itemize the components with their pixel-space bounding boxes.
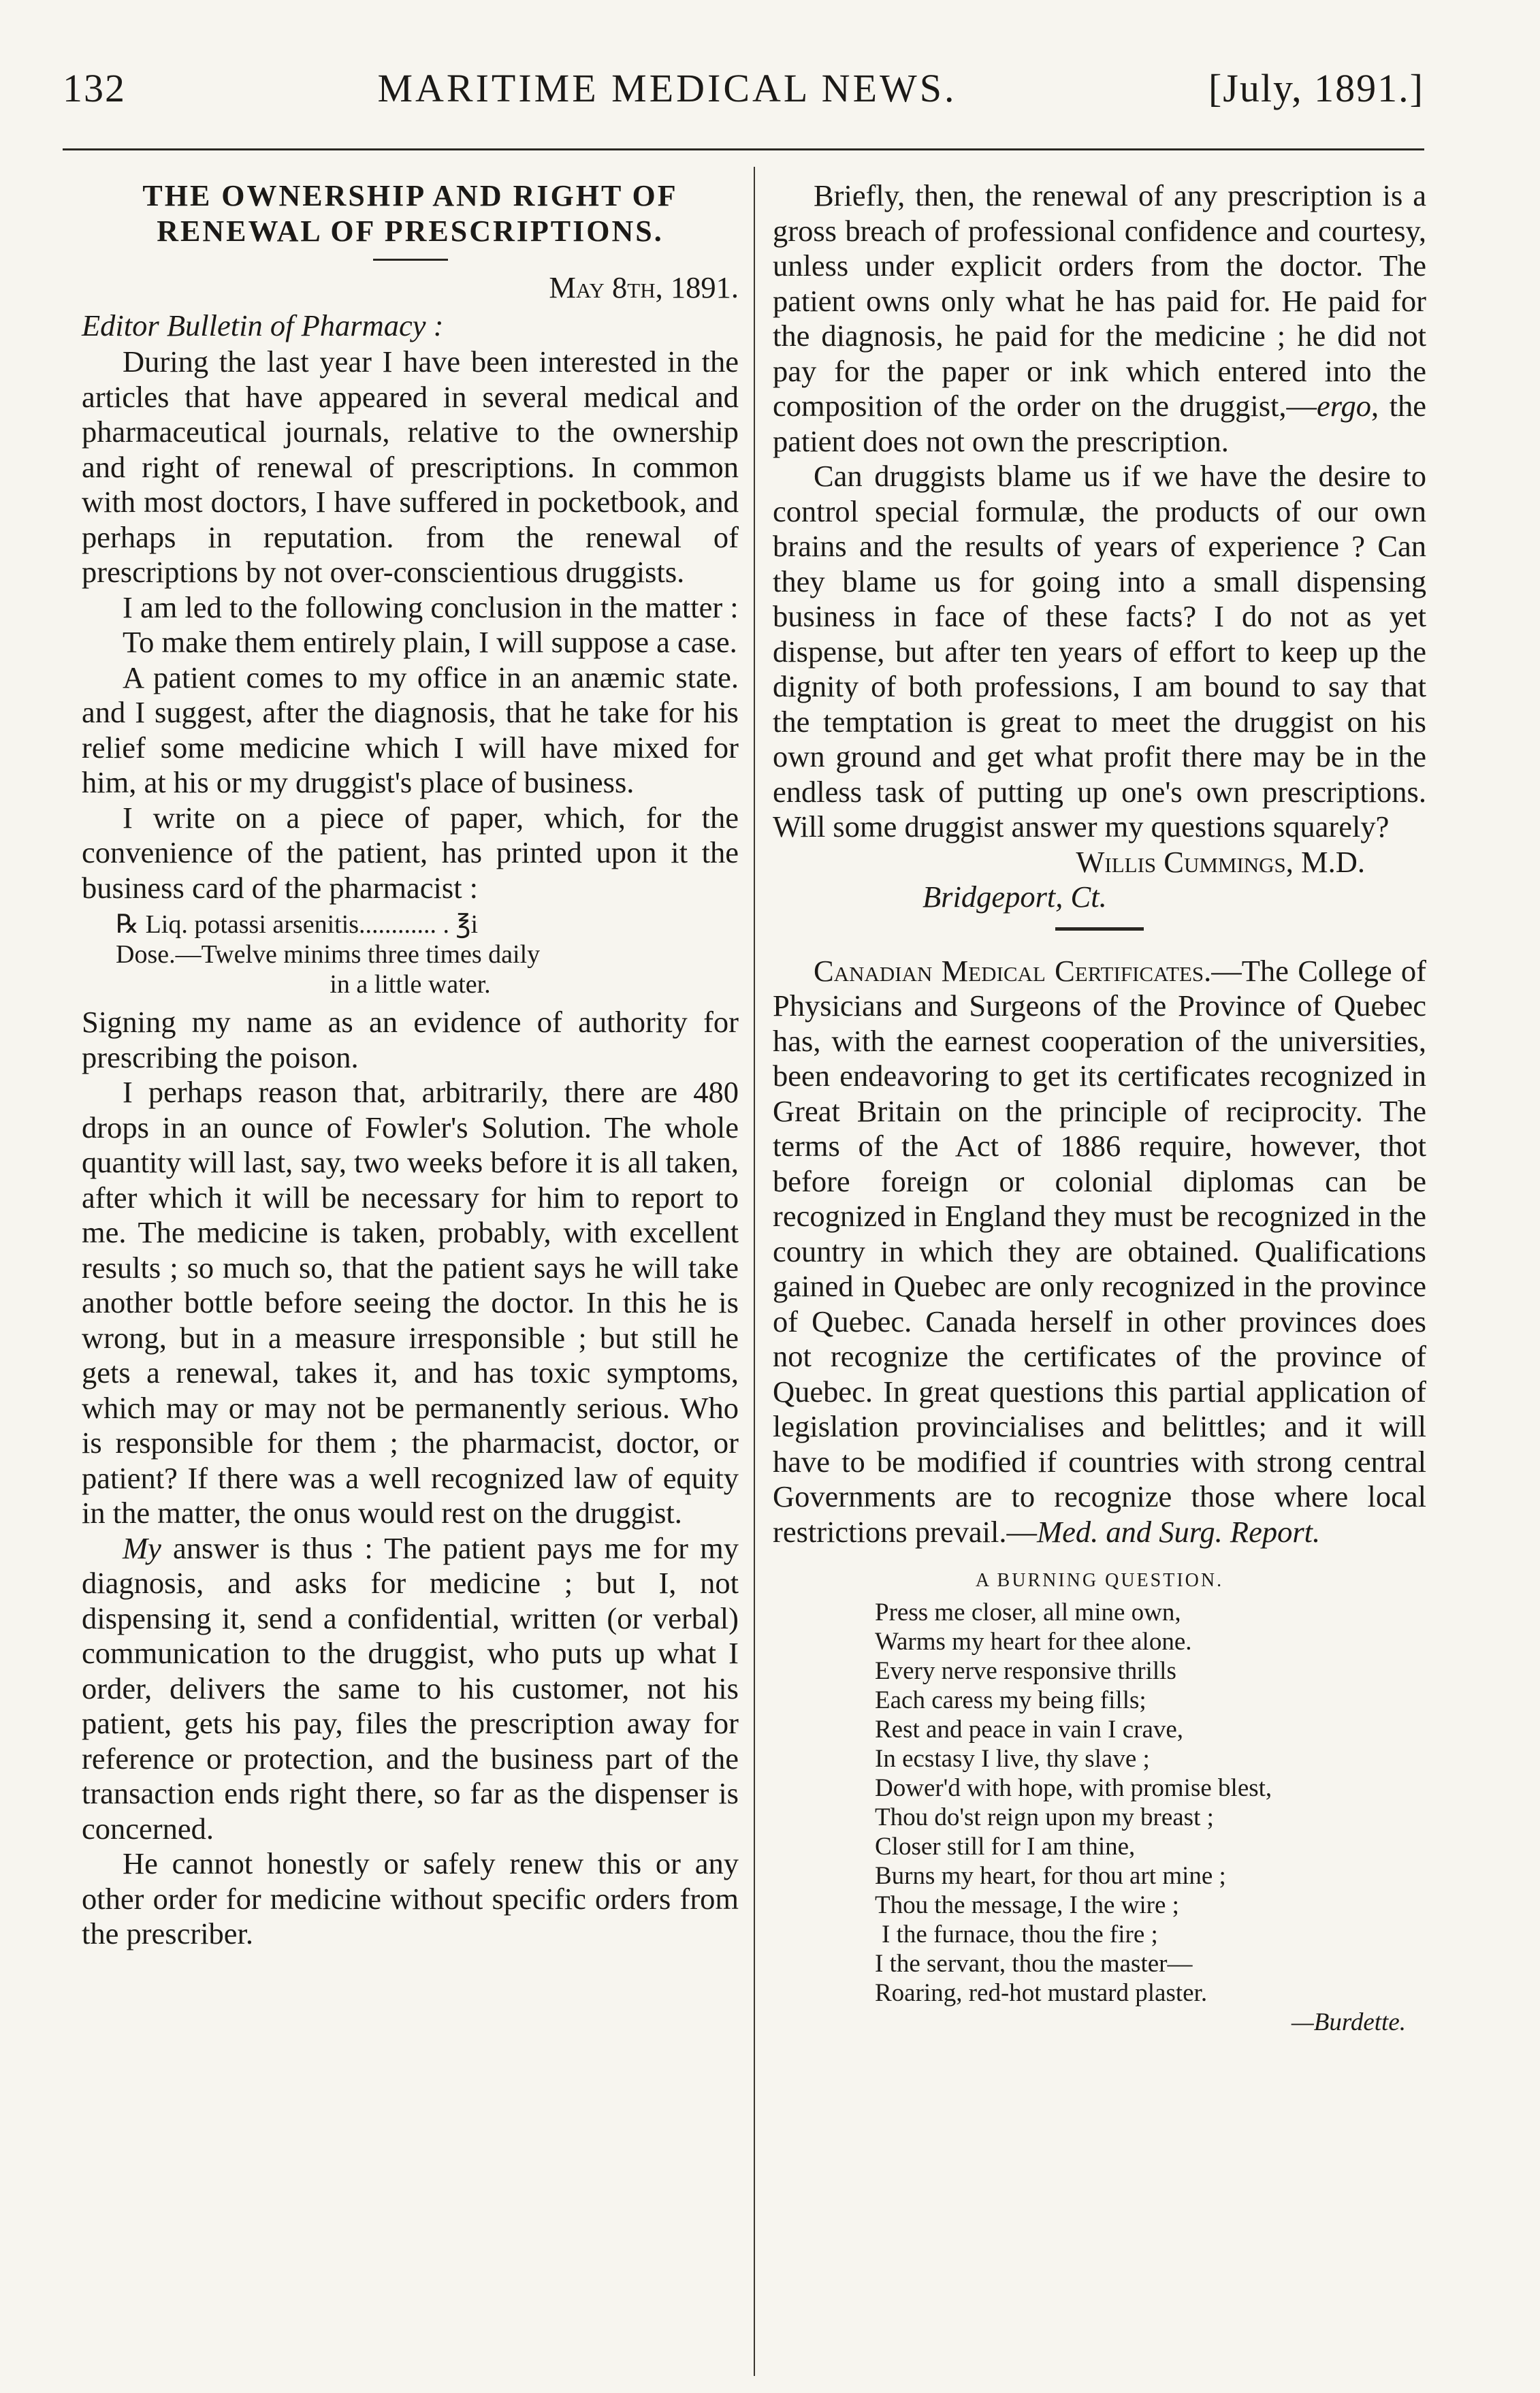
- header-rule: [63, 148, 1424, 150]
- poem-line: Each caress my being fills;: [875, 1686, 1146, 1714]
- paragraph: Can druggists blame us if we have the desire to control special formulæ, the products of our own brains and the results of years of experience ? Can they blame us for going into a small dispensing business in face of these facts? I do not as yet dispense, but after ten years of effort to keep up the dignity of both professions, I am bound to say that the temptation is great to meet the druggist on his own ground and get what profit there may be in the endless task of putting up one's own prescriptions. Will some druggist answer my questions squarely?: [773, 459, 1426, 844]
- author-place: Bridgeport, Ct.: [923, 880, 1107, 914]
- poem-line: In ecstasy I live, thy slave ;: [875, 1745, 1150, 1773]
- prescription-block: [116, 910, 739, 999]
- poem-line: Closer still for I am thine,: [875, 1833, 1136, 1861]
- prescription-dose: Dose.—Twelve minims three times daily: [116, 940, 541, 969]
- paragraph: During the last year I have been interested in the articles that have appeared in several medical and pharmaceutical journals, relative to the ownership and right of renewal of prescriptions. In common with most doctors, I have suffered in pocketbook, and perhaps in reputation. from the renewal of prescriptions by not over-conscientious druggists.: [82, 344, 739, 589]
- letter-addressee: Editor Bulletin of Pharmacy :: [82, 308, 444, 342]
- paragraph: I am led to the following conclusion in the matter :: [123, 590, 739, 624]
- paragraph: To make them entirely plain, I will suppose a case.: [123, 625, 737, 659]
- column-divider: [754, 167, 755, 2376]
- poem-line: Burns my heart, for thou art mine ;: [875, 1862, 1226, 1890]
- section-separator: [1055, 927, 1144, 931]
- right-column: [773, 178, 1426, 2037]
- letter-date: May 8th, 1891.: [549, 270, 739, 304]
- prescription-line: ℞ Liq. potassi arsenitis............ . ℥i: [116, 910, 479, 939]
- poem-line: Dower'd with hope, with promise blest,: [875, 1774, 1272, 1802]
- emphasis: My: [123, 1530, 161, 1565]
- poem: [875, 1566, 1426, 2037]
- poem-line: Roaring, red-hot mustard plaster.: [875, 1979, 1208, 2007]
- poem-line: I the servant, thou the master—: [875, 1950, 1193, 1978]
- poem-line: Every nerve responsive thrills: [875, 1657, 1176, 1685]
- poem-line: Thou do'st reign upon my breast ;: [875, 1803, 1214, 1831]
- paragraph: Briefly, then, the renewal of any prescription is a gross breach of professional confidence and courtesy, unless under explicit orders from the doctor. The patient owns only what he has paid for. He paid for the diagnosis, he paid for the medicine ; he did not pay for the paper or ink which entered into the composition of the order on the druggist,—ergo, the patient does not own the prescription.: [773, 178, 1426, 458]
- running-header: [63, 65, 1424, 127]
- title-rule: [373, 259, 448, 261]
- journal-title: MARITIME MEDICAL NEWS.: [377, 66, 957, 110]
- page-number: 132: [63, 66, 126, 110]
- paragraph: My answer is thus : The patient pays me for my diagnosis, and asks for medicine ; but I, not dispensing it, send a confidential, written (or verbal) communication to the druggist, who puts up what I order, delivers the same to his customer, not his patient, gets his pay, files the prescription away for reference or protection, and the business part of the transaction ends right there, so far as the dispenser is concerned.: [82, 1530, 739, 1846]
- emphasis: ergo: [1317, 389, 1371, 423]
- poem-line: Rest and peace in vain I crave,: [875, 1716, 1184, 1744]
- poem-line: I the furnace, thou the fire ;: [882, 1921, 1158, 1948]
- source-citation: Med. and Surg. Report.: [1037, 1514, 1321, 1549]
- poem-line: Warms my heart for thee alone.: [875, 1628, 1192, 1656]
- author-signature: Willis Cummings, M.D.: [1076, 844, 1365, 879]
- poem-line: Thou the message, I the wire ;: [875, 1891, 1179, 1919]
- poem-attribution: —Burdette.: [1291, 2008, 1406, 2036]
- paragraph: He cannot honestly or safely renew this or any other order for medicine without specific orders from the prescriber.: [82, 1846, 739, 1950]
- paragraph: Signing my name as an evidence of authority for prescribing the poison.: [82, 1005, 739, 1074]
- paragraph: I write on a piece of paper, which, for the convenience of the patient, has printed upon it the business card of the pharmacist :: [82, 800, 739, 905]
- left-column: [82, 178, 739, 1952]
- paragraph: I perhaps reason that, arbitrarily, there are 480 drops in an ounce of Fowler's Solution. The whole quantity will last, say, two weeks before it is all taken, after which it will be necessary for him to report to me. The medicine is taken, probably, with excellent results ; so much so, that the patient says he will take another bottle before seeing the doctor. In this he is wrong, but in a measure irresponsible ; but still he gets a renewal, takes it, and has toxic symptoms, which may or may not be permanently serious. Who is responsible for them ; the pharmacist, doctor, or patient? If there was a well recognized law of equity in the matter, the onus would rest on the druggist.: [82, 1075, 739, 1530]
- prescription-instruction: in a little water.: [330, 970, 491, 999]
- poem-line: Press me closer, all mine own,: [875, 1599, 1181, 1626]
- paragraph: A patient comes to my office in an anæmic state. and I suggest, after the diagnosis, that he take for his relief some medicine which I will have mixed for him, at his or my druggist's place of business.: [82, 660, 739, 799]
- poem-title: A BURNING QUESTION.: [975, 1570, 1224, 1591]
- paragraph: Canadian Medical Certificates.—The College of Physicians and Surgeons of the Province of Quebec has, with the earnest cooperation of the universities, been endeavoring to get its certificates recognized in Great Britain on the principle of reciprocity. The terms of the Act of 1886 require, however, thot before foreign or colonial diplomas can be recognized in England they must be recognized in the country in which they are obtained. Qualifications gained in Quebec are only recognized in the province of Quebec. Canada herself in other provinces does not recognize the certificates of the province of Quebec. In great questions this partial application of legislation provincialises and belittles; and it will have to be modified if countries with strong central Governments are to recognize those where local restrictions prevail.—Med. and Surg. Report.: [773, 953, 1426, 1549]
- section-heading: Canadian Medical Certificates.: [814, 953, 1212, 988]
- issue-date: [July, 1891.]: [1208, 66, 1424, 110]
- article-title: THE OWNERSHIP AND RIGHT OF RENEWAL OF PRESCRIPTIONS.: [142, 179, 678, 248]
